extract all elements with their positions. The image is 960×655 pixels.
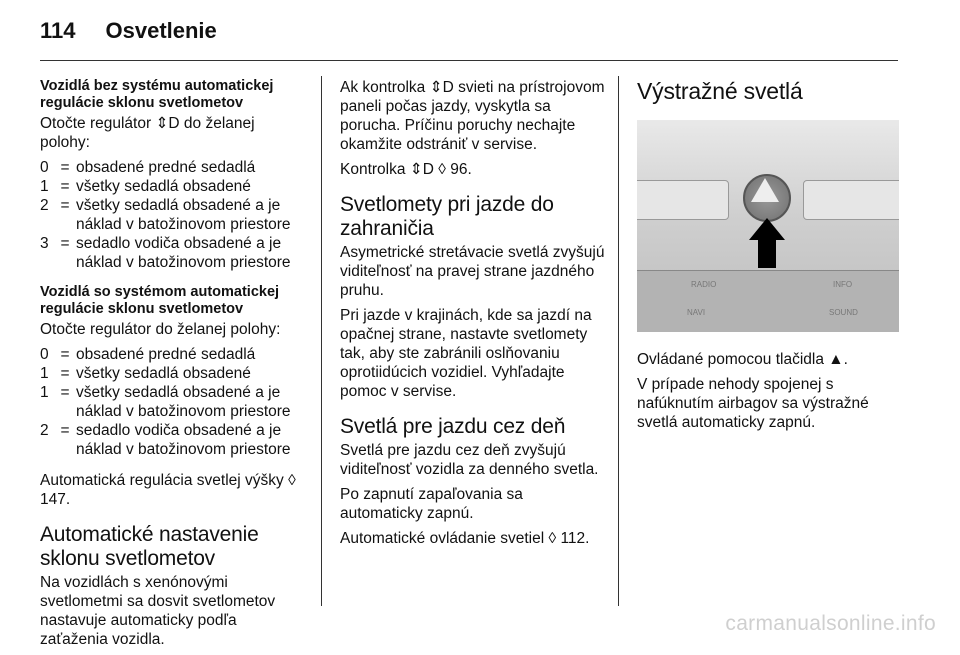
page-title: Osvetlenie <box>105 18 217 43</box>
column-divider <box>321 76 322 606</box>
section-heading: Automatické nastavenie sklonu svetlometov <box>40 523 259 570</box>
subheading: Vozidlá so systémom automatickej regulácie sklonu svetlometov <box>40 284 280 317</box>
page-number: 114 <box>40 18 76 43</box>
column-3 <box>637 78 899 438</box>
photo-label: NAVI <box>687 308 706 317</box>
photo-label: SOUND <box>829 308 858 317</box>
watermark: carmanualsonline.info <box>725 612 936 635</box>
position-list <box>40 158 305 272</box>
paragraph: Ak kontrolka ⇕D svieti na prístrojovom paneli počas jazdy, vyskytla sa porucha. Príčinu poruchy nechajte okamžite odstrániť v servise. <box>340 79 605 153</box>
paragraph: Pri jazde v krajinách, kde sa jazdí na opačnej strane, nastavte svetlomety tak, aby ste zabránili oslňovaniu oprotiidúcich vozidiel. Vyhľadajte pomoc v servise. <box>340 307 592 400</box>
list-item: 0 = obsadené predné sedadlá <box>40 346 256 363</box>
photo-label: INFO <box>833 280 853 289</box>
section-heading: Svetlomety pri jazde do zahraničia <box>340 193 554 240</box>
hazard-button-photo <box>637 120 899 332</box>
column-1 <box>40 78 305 655</box>
position-list <box>40 345 305 459</box>
arrow-shaft <box>758 238 776 268</box>
list-item: 1 = všetky sedadlá obsadené <box>40 365 251 382</box>
paragraph: V prípade nehody spojenej s nafúknutím airbagov sa výstražné svetlá automaticky zapnú. <box>637 376 869 431</box>
list-item: 0 = obsadené predné sedadlá <box>40 159 256 176</box>
paragraph: Ovládané pomocou tlačidla ▲. <box>637 351 848 368</box>
list-item: 1 = všetky sedadlá obsadené a je náklad v batožinovom priestore <box>40 384 291 420</box>
radio-panel <box>637 270 899 332</box>
list-item: 1 = všetky sedadlá obsadené <box>40 178 251 195</box>
hazard-triangle-icon <box>751 178 779 202</box>
cross-reference[interactable]: Kontrolka ⇕D ◊ 96. <box>340 161 472 178</box>
list-item: 2 = sedadlo vodiča obsadené a je náklad v batožinovom priestore <box>40 422 291 458</box>
subheading: Vozidlá bez systému automatickej regulácie sklonu svetlometov <box>40 78 274 111</box>
paragraph: Otočte regulátor ⇕D do želanej polohy: <box>40 115 255 151</box>
section-heading: Svetlá pre jazdu cez deň <box>340 415 566 438</box>
page-header <box>40 18 217 44</box>
list-item: 3 = sedadlo vodiča obsadené a je náklad v batožinovom priestore <box>40 235 291 271</box>
panel-button <box>637 180 729 220</box>
column-divider <box>618 76 619 606</box>
panel-button <box>803 180 899 220</box>
paragraph: Na vozidlách s xenónovými svetlometmi sa dosvit svetlometov nastavuje automaticky podľa zaťaženia vozidla. <box>40 574 276 648</box>
cross-reference[interactable]: Automatická regulácia svetlej výšky ◊ 147. <box>40 472 296 508</box>
header-rule <box>40 60 898 61</box>
paragraph: Asymetrické stretávacie svetlá zvyšujú viditeľnosť na pravej strane jazdného pruhu. <box>340 244 605 299</box>
arrow-up-icon <box>749 218 785 240</box>
section-heading: Výstražné svetlá <box>637 78 803 104</box>
list-item: 2 = všetky sedadlá obsadené a je náklad v batožinovom priestore <box>40 197 291 233</box>
photo-label: RADIO <box>691 280 717 289</box>
paragraph: Svetlá pre jazdu cez deň zvyšujú viditeľnosť vozidla za denného svetla. <box>340 442 599 478</box>
paragraph: Po zapnutí zapaľovania sa automaticky zapnú. <box>340 486 523 522</box>
cross-reference[interactable]: Automatické ovládanie svetiel ◊ 112. <box>340 530 590 547</box>
paragraph: Otočte regulátor do želanej polohy: <box>40 321 281 338</box>
column-2 <box>340 78 605 554</box>
